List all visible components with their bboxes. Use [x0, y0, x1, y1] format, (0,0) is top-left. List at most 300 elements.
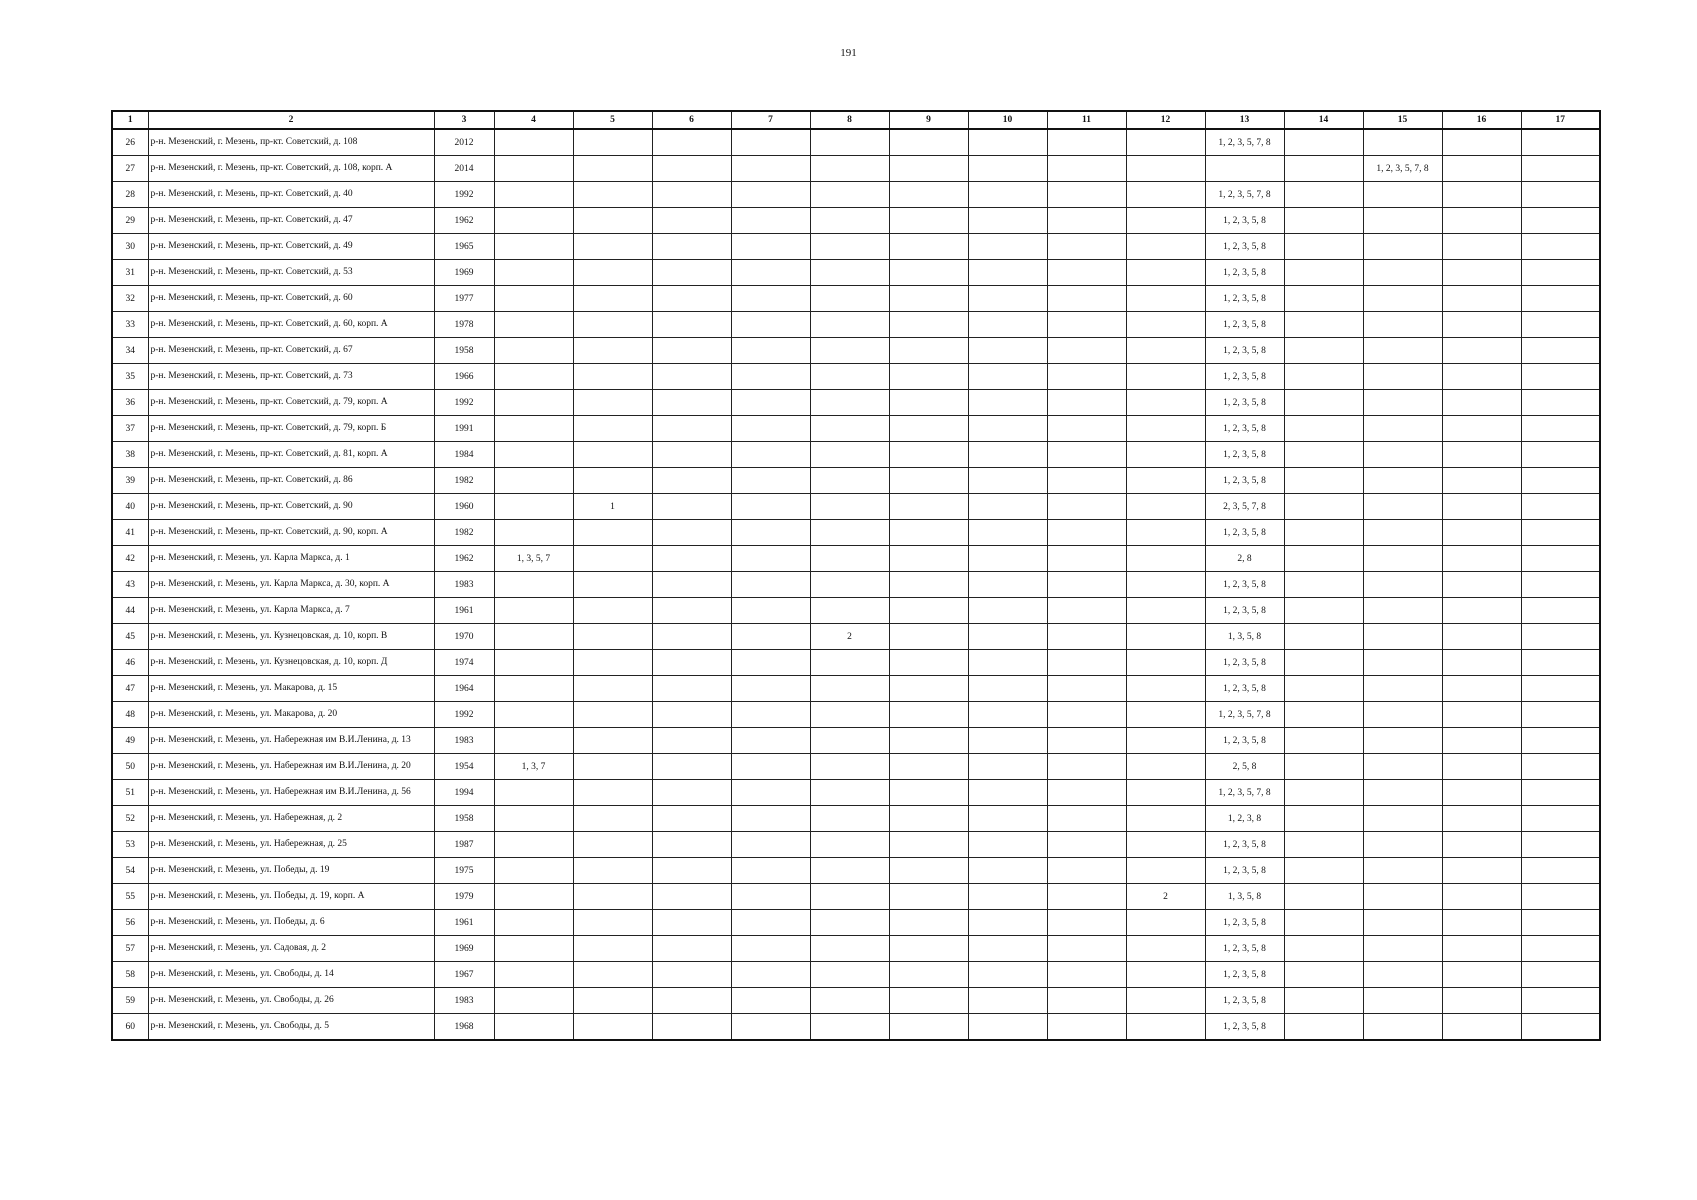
table-cell	[889, 806, 968, 832]
table-row	[112, 988, 1600, 1014]
table-cell	[810, 936, 889, 962]
table-cell	[968, 858, 1047, 884]
table-cell	[889, 702, 968, 728]
table-cell	[573, 858, 652, 884]
table-cell	[652, 1014, 731, 1041]
table-row	[112, 156, 1600, 182]
row-number-cell: 33	[112, 312, 148, 338]
table-cell	[1442, 1014, 1521, 1041]
table-cell	[968, 260, 1047, 286]
table-cell	[1521, 312, 1600, 338]
table-cell	[1284, 858, 1363, 884]
table-cell	[968, 832, 1047, 858]
table-cell	[731, 858, 810, 884]
table-cell	[1284, 546, 1363, 572]
address-cell: р-н. Мезенский, г. Мезень, ул. Победы, д. 19, корп. А	[148, 884, 434, 910]
table-cell	[731, 650, 810, 676]
table-cell	[1363, 442, 1442, 468]
table-cell	[968, 884, 1047, 910]
table-row	[112, 910, 1600, 936]
address-cell: р-н. Мезенский, г. Мезень, ул. Победы, д. 19	[148, 858, 434, 884]
table-cell	[1442, 780, 1521, 806]
table-cell	[1284, 494, 1363, 520]
year-cell: 1991	[434, 416, 494, 442]
table-cell	[810, 728, 889, 754]
table-cell	[889, 338, 968, 364]
table-cell	[573, 806, 652, 832]
table-cell	[731, 988, 810, 1014]
table-cell	[1284, 832, 1363, 858]
table-cell	[731, 520, 810, 546]
table-cell	[573, 286, 652, 312]
table-cell	[652, 988, 731, 1014]
header-row	[112, 111, 1600, 129]
table-cell	[1363, 520, 1442, 546]
table-cell	[1126, 650, 1205, 676]
table-cell	[1521, 494, 1600, 520]
table-cell	[1284, 1014, 1363, 1041]
table-cell: 1, 2, 3, 5, 8	[1205, 572, 1284, 598]
table-cell	[1363, 728, 1442, 754]
table-cell: 1, 2, 3, 5, 8	[1205, 286, 1284, 312]
table-cell	[810, 312, 889, 338]
address-cell: р-н. Мезенский, г. Мезень, пр-кт. Советский, д. 47	[148, 208, 434, 234]
table-cell: 1, 2, 3, 5, 8	[1205, 312, 1284, 338]
table-cell	[889, 988, 968, 1014]
table-cell	[1521, 442, 1600, 468]
table-cell	[573, 598, 652, 624]
table-cell	[494, 650, 573, 676]
table-cell	[494, 1014, 573, 1041]
table-cell	[1521, 364, 1600, 390]
year-cell: 1975	[434, 858, 494, 884]
table-cell: 1, 2, 3, 5, 8	[1205, 468, 1284, 494]
table-cell	[1047, 988, 1126, 1014]
table-cell	[1126, 312, 1205, 338]
table-row	[112, 962, 1600, 988]
table-cell	[968, 780, 1047, 806]
table-cell	[1442, 546, 1521, 572]
table-cell	[1126, 676, 1205, 702]
table-cell	[1047, 312, 1126, 338]
column-header: 10	[968, 111, 1047, 129]
column-header: 14	[1284, 111, 1363, 129]
table-cell	[1363, 624, 1442, 650]
table-cell	[494, 520, 573, 546]
table-cell	[810, 494, 889, 520]
table-cell	[1284, 780, 1363, 806]
table-cell	[889, 520, 968, 546]
table-cell	[1126, 754, 1205, 780]
table-cell	[652, 676, 731, 702]
table-cell	[810, 520, 889, 546]
table-cell	[573, 936, 652, 962]
table-cell: 1, 2, 3, 5, 8	[1205, 858, 1284, 884]
table-cell	[968, 910, 1047, 936]
table-cell	[1442, 520, 1521, 546]
table-cell	[494, 208, 573, 234]
year-cell: 1992	[434, 182, 494, 208]
table-cell	[1047, 884, 1126, 910]
column-header: 1	[112, 111, 148, 129]
table-cell	[731, 416, 810, 442]
column-header: 5	[573, 111, 652, 129]
table-cell	[889, 780, 968, 806]
table-cell: 1, 2, 3, 5, 7, 8	[1363, 156, 1442, 182]
year-cell: 2012	[434, 129, 494, 156]
table-cell	[652, 598, 731, 624]
row-number-cell: 39	[112, 468, 148, 494]
table-cell	[494, 988, 573, 1014]
table-cell	[1521, 910, 1600, 936]
table-cell	[810, 182, 889, 208]
table-cell	[1521, 702, 1600, 728]
table-cell	[1363, 832, 1442, 858]
table-cell	[573, 156, 652, 182]
table-cell	[1284, 129, 1363, 156]
table-cell	[1521, 832, 1600, 858]
table-cell	[1521, 520, 1600, 546]
table-cell	[1284, 650, 1363, 676]
table-cell	[1047, 520, 1126, 546]
year-cell: 1982	[434, 520, 494, 546]
column-header: 13	[1205, 111, 1284, 129]
table-cell	[1047, 442, 1126, 468]
table-cell	[1363, 936, 1442, 962]
table-cell	[1284, 442, 1363, 468]
table-cell	[889, 286, 968, 312]
table-cell: 2	[810, 624, 889, 650]
table-cell	[1521, 338, 1600, 364]
table-cell	[1284, 520, 1363, 546]
table-cell	[1521, 1014, 1600, 1041]
table-cell	[652, 962, 731, 988]
table-cell	[494, 286, 573, 312]
table-cell	[731, 754, 810, 780]
table-cell	[1047, 494, 1126, 520]
address-cell: р-н. Мезенский, г. Мезень, ул. Победы, д. 6	[148, 910, 434, 936]
table-cell	[1126, 1014, 1205, 1041]
table-cell	[573, 754, 652, 780]
table-cell	[1442, 702, 1521, 728]
table-cell	[573, 780, 652, 806]
year-cell: 1983	[434, 728, 494, 754]
table-cell	[1521, 208, 1600, 234]
table-cell	[810, 1014, 889, 1041]
table-cell	[968, 286, 1047, 312]
table-cell	[1521, 546, 1600, 572]
table-cell	[1442, 572, 1521, 598]
table-cell	[573, 234, 652, 260]
table-cell	[1047, 338, 1126, 364]
table-cell	[573, 468, 652, 494]
address-cell: р-н. Мезенский, г. Мезень, ул. Макарова, д. 20	[148, 702, 434, 728]
table-cell	[494, 390, 573, 416]
table-cell	[968, 962, 1047, 988]
table-cell	[1126, 182, 1205, 208]
table-cell	[810, 338, 889, 364]
row-number-cell: 60	[112, 1014, 148, 1041]
table-cell	[889, 494, 968, 520]
table-cell	[573, 624, 652, 650]
table-row	[112, 260, 1600, 286]
table-cell	[1521, 572, 1600, 598]
table-cell	[731, 286, 810, 312]
table-cell	[1442, 728, 1521, 754]
table-cell	[573, 546, 652, 572]
table-cell	[1521, 806, 1600, 832]
table-cell	[1363, 910, 1442, 936]
table-row	[112, 286, 1600, 312]
table-cell: 1, 3, 7	[494, 754, 573, 780]
table-cell	[889, 962, 968, 988]
address-cell: р-н. Мезенский, г. Мезень, ул. Свободы, д. 14	[148, 962, 434, 988]
table-cell: 1, 2, 3, 5, 8	[1205, 962, 1284, 988]
table-cell	[573, 260, 652, 286]
table-cell	[1521, 129, 1600, 156]
table-cell	[1442, 650, 1521, 676]
table-cell	[1047, 728, 1126, 754]
address-cell: р-н. Мезенский, г. Мезень, пр-кт. Советский, д. 90	[148, 494, 434, 520]
table-cell	[968, 650, 1047, 676]
table-cell	[1284, 624, 1363, 650]
table-cell	[968, 468, 1047, 494]
table-cell: 1, 2, 3, 5, 7, 8	[1205, 129, 1284, 156]
table-cell	[731, 156, 810, 182]
address-cell: р-н. Мезенский, г. Мезень, ул. Карла Маркса, д. 1	[148, 546, 434, 572]
table-cell	[1126, 780, 1205, 806]
table-cell: 2, 5, 8	[1205, 754, 1284, 780]
table-cell	[1284, 338, 1363, 364]
table-cell	[1047, 910, 1126, 936]
table-cell	[1363, 416, 1442, 442]
table-cell	[1442, 624, 1521, 650]
table-cell: 1, 2, 3, 5, 8	[1205, 676, 1284, 702]
table-cell	[573, 442, 652, 468]
column-header: 8	[810, 111, 889, 129]
row-number-cell: 59	[112, 988, 148, 1014]
column-header: 11	[1047, 111, 1126, 129]
table-cell	[1442, 468, 1521, 494]
table-cell	[1205, 156, 1284, 182]
table-row	[112, 754, 1600, 780]
table-row	[112, 598, 1600, 624]
row-number-cell: 56	[112, 910, 148, 936]
column-header: 3	[434, 111, 494, 129]
table-cell	[1521, 286, 1600, 312]
table-cell	[1284, 156, 1363, 182]
table-cell	[731, 234, 810, 260]
table-cell	[1284, 910, 1363, 936]
table-cell	[1521, 676, 1600, 702]
table-cell	[1521, 416, 1600, 442]
table-cell	[968, 156, 1047, 182]
table-cell	[1284, 182, 1363, 208]
table-cell: 1	[573, 494, 652, 520]
table-cell	[731, 806, 810, 832]
table-cell	[494, 910, 573, 936]
table-cell: 1, 3, 5, 8	[1205, 884, 1284, 910]
table-cell	[1126, 416, 1205, 442]
table-cell	[810, 129, 889, 156]
table-cell	[1126, 988, 1205, 1014]
table-cell	[1363, 494, 1442, 520]
table-cell	[968, 598, 1047, 624]
row-number-cell: 44	[112, 598, 148, 624]
table-cell	[1521, 754, 1600, 780]
table-cell	[652, 910, 731, 936]
table-cell	[494, 884, 573, 910]
row-number-cell: 55	[112, 884, 148, 910]
table-cell	[1047, 624, 1126, 650]
table-cell	[731, 312, 810, 338]
column-header: 6	[652, 111, 731, 129]
address-cell: р-н. Мезенский, г. Мезень, пр-кт. Советский, д. 60	[148, 286, 434, 312]
table-cell	[1363, 390, 1442, 416]
table-cell	[1126, 129, 1205, 156]
table-cell	[573, 182, 652, 208]
year-cell: 1984	[434, 442, 494, 468]
row-number-cell: 47	[112, 676, 148, 702]
address-cell: р-н. Мезенский, г. Мезень, ул. Карла Маркса, д. 7	[148, 598, 434, 624]
year-cell: 1994	[434, 780, 494, 806]
table-cell	[1126, 832, 1205, 858]
table-cell	[1442, 988, 1521, 1014]
table-cell	[1284, 676, 1363, 702]
table-cell	[1363, 962, 1442, 988]
table-cell	[652, 234, 731, 260]
table-cell: 2, 3, 5, 7, 8	[1205, 494, 1284, 520]
table-cell	[494, 442, 573, 468]
table-cell	[652, 494, 731, 520]
table-cell	[1442, 286, 1521, 312]
table-cell	[968, 442, 1047, 468]
address-cell: р-н. Мезенский, г. Мезень, пр-кт. Советский, д. 90, корп. А	[148, 520, 434, 546]
table-cell	[1284, 754, 1363, 780]
table-cell: 1, 2, 3, 5, 8	[1205, 234, 1284, 260]
year-cell: 2014	[434, 156, 494, 182]
table-cell	[652, 156, 731, 182]
table-cell	[573, 832, 652, 858]
table-cell	[1442, 416, 1521, 442]
table-cell: 1, 2, 3, 5, 8	[1205, 1014, 1284, 1041]
table-cell	[968, 338, 1047, 364]
table-cell	[889, 260, 968, 286]
table-cell	[1521, 780, 1600, 806]
table-row	[112, 884, 1600, 910]
row-number-cell: 43	[112, 572, 148, 598]
table-cell	[889, 728, 968, 754]
table-cell	[494, 728, 573, 754]
table-cell	[968, 936, 1047, 962]
table-cell	[494, 129, 573, 156]
table-cell	[1442, 442, 1521, 468]
year-cell: 1970	[434, 624, 494, 650]
table-cell	[1047, 364, 1126, 390]
table-cell	[1442, 260, 1521, 286]
row-number-cell: 49	[112, 728, 148, 754]
table-row	[112, 858, 1600, 884]
table-cell	[573, 520, 652, 546]
table-cell	[573, 702, 652, 728]
table-cell	[652, 286, 731, 312]
table-cell	[1521, 988, 1600, 1014]
table-cell	[889, 442, 968, 468]
year-cell: 1958	[434, 338, 494, 364]
address-cell: р-н. Мезенский, г. Мезень, пр-кт. Советский, д. 60, корп. А	[148, 312, 434, 338]
table-row	[112, 129, 1600, 156]
table-cell	[1047, 936, 1126, 962]
table-cell	[1126, 442, 1205, 468]
table-cell	[494, 572, 573, 598]
address-cell: р-н. Мезенский, г. Мезень, ул. Набережная, д. 2	[148, 806, 434, 832]
table-cell	[1284, 598, 1363, 624]
table-cell	[494, 936, 573, 962]
row-number-cell: 40	[112, 494, 148, 520]
table-cell	[1442, 234, 1521, 260]
table-cell	[1126, 702, 1205, 728]
table-cell	[573, 208, 652, 234]
table-cell	[1047, 156, 1126, 182]
table-cell	[1126, 728, 1205, 754]
column-header: 12	[1126, 111, 1205, 129]
address-cell: р-н. Мезенский, г. Мезень, ул. Макарова, д. 15	[148, 676, 434, 702]
table-row	[112, 468, 1600, 494]
table-cell: 1, 2, 3, 5, 8	[1205, 260, 1284, 286]
table-cell	[810, 702, 889, 728]
table-cell	[652, 129, 731, 156]
table-cell	[968, 676, 1047, 702]
table-cell	[1047, 962, 1126, 988]
table-cell	[889, 468, 968, 494]
row-number-cell: 28	[112, 182, 148, 208]
table-cell	[731, 208, 810, 234]
table-row	[112, 182, 1600, 208]
table-row	[112, 676, 1600, 702]
table-cell	[494, 182, 573, 208]
table-cell	[1047, 832, 1126, 858]
table-cell	[573, 884, 652, 910]
table-cell	[1284, 208, 1363, 234]
table-cell	[1363, 650, 1442, 676]
year-cell: 1978	[434, 312, 494, 338]
table-cell	[810, 546, 889, 572]
row-number-cell: 34	[112, 338, 148, 364]
table-cell	[652, 754, 731, 780]
table-cell: 1, 2, 3, 8	[1205, 806, 1284, 832]
row-number-cell: 42	[112, 546, 148, 572]
table-cell	[889, 234, 968, 260]
table-cell	[652, 728, 731, 754]
table-cell	[494, 806, 573, 832]
table-cell: 1, 2, 3, 5, 8	[1205, 988, 1284, 1014]
row-number-cell: 45	[112, 624, 148, 650]
table-cell	[731, 182, 810, 208]
table-cell	[1521, 390, 1600, 416]
year-cell: 1964	[434, 676, 494, 702]
table-cell	[889, 390, 968, 416]
table-cell	[731, 936, 810, 962]
table-cell	[810, 884, 889, 910]
table-cell	[968, 728, 1047, 754]
table-cell	[810, 832, 889, 858]
row-number-cell: 26	[112, 129, 148, 156]
table-cell	[968, 546, 1047, 572]
table-cell	[1442, 858, 1521, 884]
table-cell	[652, 806, 731, 832]
table-cell	[652, 208, 731, 234]
table-cell	[1126, 858, 1205, 884]
